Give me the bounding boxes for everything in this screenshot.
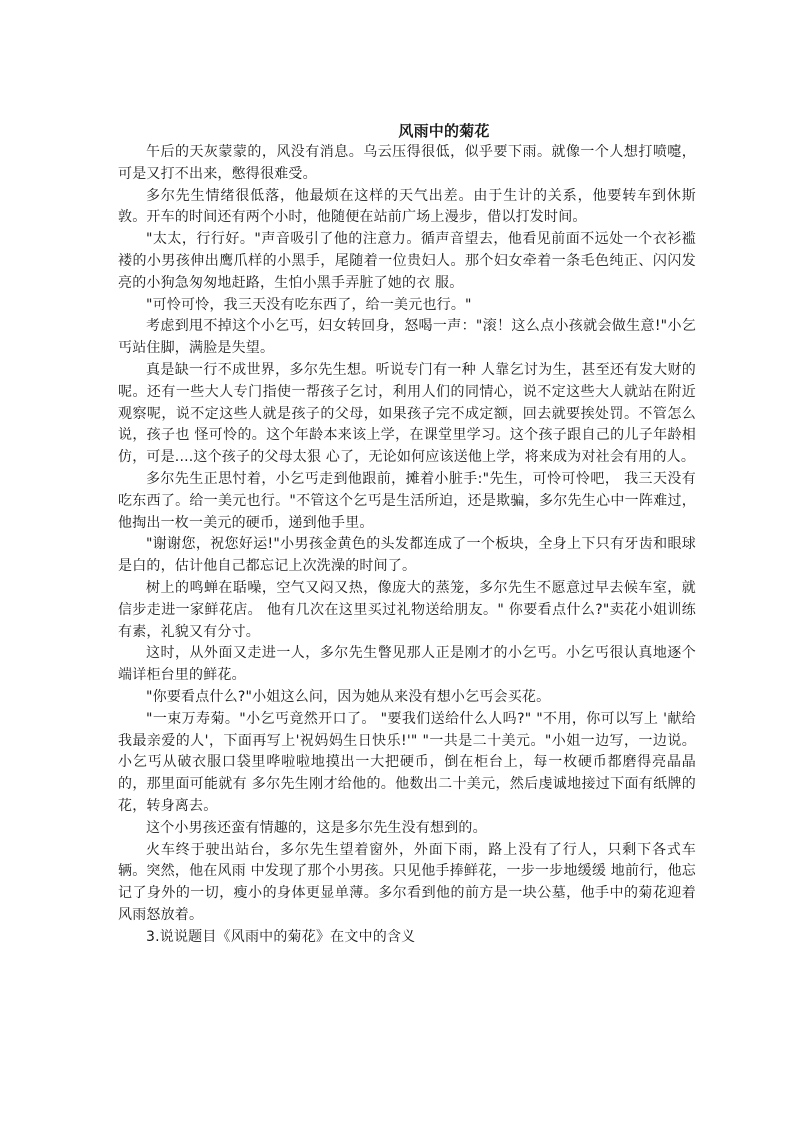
paragraph: 考虑到甩不掉这个小乞丐，妇女转回身，怒喝一声："滚！这么点小孩就会做生意!"小乞丐站住脚，满脸是失望。	[118, 318, 696, 357]
paragraph: 多尔先生情绪很低落，他最烦在这样的天气出差。由于生计的关系，他要转车到休斯敦。开车的时间还有两个小时，他随便在站前广场上漫步，借以打发时间。	[118, 187, 696, 226]
paragraph: "谢谢您，祝您好运!"小男孩金黄色的头发都连成了一个板块，全身上下只有牙齿和眼球是白的，估计他自己都忘记上次洗澡的时间了。	[118, 536, 696, 575]
paragraph: 午后的天灰蒙蒙的，风没有消息。乌云压得很低，似乎要下雨。就像一个人想打喷嚏，可是又打不出来，憋得很难受。	[118, 144, 696, 182]
paragraph: "你要看点什么?"小姐这么问，因为她从来没有想小乞丐会买花。	[146, 688, 551, 705]
document-page	[118, 108, 696, 948]
paragraph: 树上的鸣蝉在聒噪，空气又闷又热，像庞大的蒸笼，多尔先生不愿意过早去候车室，就信步走进一家鲜花店。 他有几次在这里买过礼物送给朋友。" 你要看点什么?"卖花小姐训练有素，礼貌又有分寸。	[118, 579, 696, 640]
paragraph: 真是缺一行不成世界，多尔先生想。听说专门有一种 人靠乞讨为生，甚至还有发大财的呢。还有一些大人专门指使一帮孩子乞讨，利用人们的同情心，说不定这些大人就站在附近观察呢，说不定这些人就是孩子的父母，如果孩子完不成定额，回去就要挨处罚。不管怎么说，孩子也 怪可怜的。这个年龄本来该上学，在课堂里学习。这个孩子跟自己的儿子年龄相仿，可是....这个孩子的父母太狠 心了，无论如何应该送他上学，将来成为对社会有用的人。	[118, 361, 696, 466]
paragraph: 多尔先生正思忖着，小乞丐走到他跟前，摊着小脏手:"先生，可怜可怜吧， 我三天没有吃东西了。给一美元也行。"不管这个乞丐是生活所迫，还是欺骗，多尔先生心中一阵难过，他掏出一枚一美元的硬币，递到他手里。	[118, 470, 696, 531]
paragraph: "太太，行行好。"声音吸引了他的注意力。循声音望去，他看见前面不远处一个衣衫褴褛的小男孩伸出鹰爪样的小黑手，尾随着一位贵妇人。那个妇女牵着一条毛色纯正、闪闪发亮的小狗急匆匆地赶路，生怕小黑手弄脏了她的衣 服。	[118, 231, 696, 291]
paragraph: "可怜可怜，我三天没有吃东西了，给一美元也行。"	[146, 296, 472, 313]
document-title: 风雨中的菊花	[398, 122, 490, 140]
paragraph: "一束万寿菊。"小乞丐竟然开口了。 "要我们送给什么人吗?" "不用，你可以写上 '献给我最亲爱的人'，下面再写上'祝妈妈生日快乐!'" "一共是二十美元。"小姐一边写，一边说。小乞丐从破衣服口袋里哗啦啦地摸出一大把硬币，倒在柜台上，每一枚硬币都磨得亮晶晶的，那里面可能就有 多尔先生刚才给他的。他数出二十美元，然后虔诚地接过下面有纸牌的花，转身离去。	[118, 710, 696, 814]
paragraph: 火车终于驶出站台，多尔先生望着窗外，外面下雨，路上没有了行人，只剩下各式车辆。突然，他在风雨 中发现了那个小男孩。只见他手捧鲜花，一步一步地缓缓 地前行，他忘记了身外的一切，瘦小的身体更显单薄。多尔看到他的前方是一块公墓，他手中的菊花迎着风雨怒放着。	[118, 841, 696, 923]
paragraph: 这时，从外面又走进一人，多尔先生瞥见那人正是刚才的小乞丐。小乞丐很认真地逐个端详柜台里的鲜花。	[118, 645, 696, 684]
question-prompt: 3.说说题目《风雨中的菊花》在文中的含义	[146, 928, 416, 945]
paragraph: 这个小男孩还蛮有情趣的，这是多尔先生没有想到的。	[146, 819, 487, 836]
